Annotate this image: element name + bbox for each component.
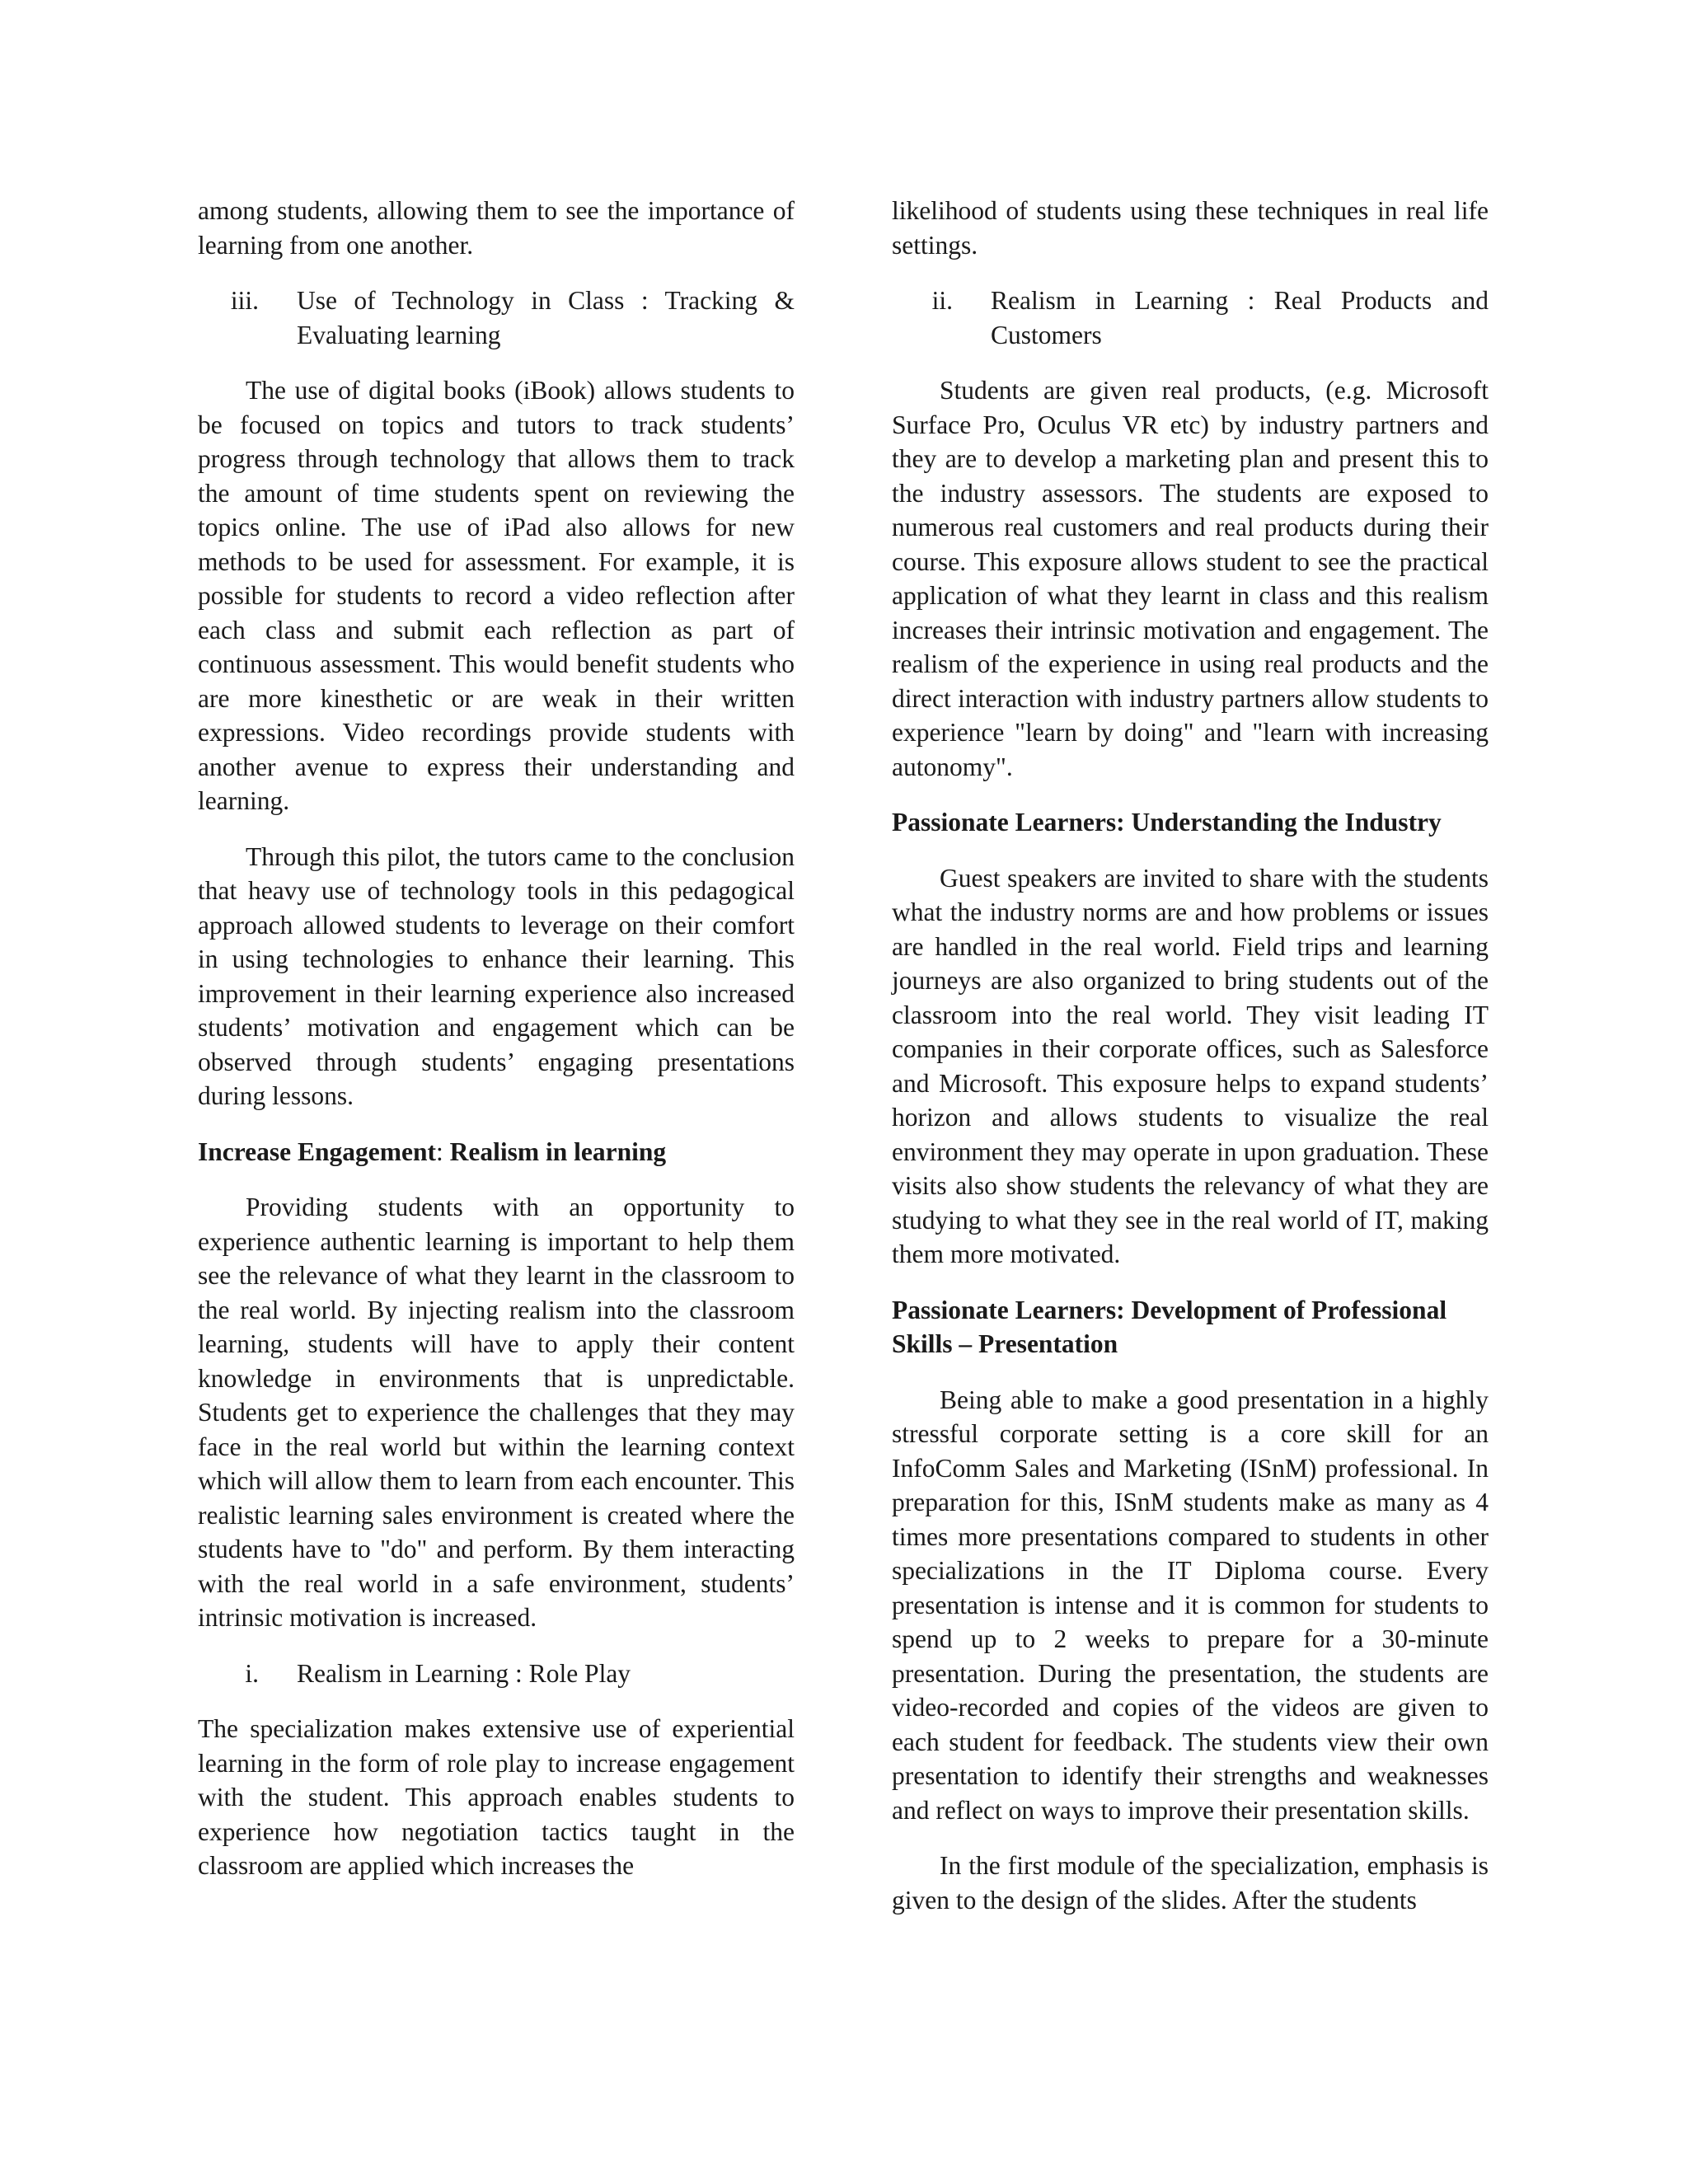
- heading-part-1: Increase Engagement: [198, 1137, 437, 1166]
- left-column: [198, 194, 795, 1905]
- section-heading-understanding-industry: Passionate Learners: Understanding the Industry: [892, 808, 1442, 837]
- paragraph-first-module: In the first module of the specialization, emphasis is given to the design of the slides. After the students: [892, 1851, 1489, 1915]
- subheading-number: iii.: [230, 286, 259, 315]
- continued-paragraph: among students, allowing them to see the importance of learning from one another.: [198, 196, 795, 260]
- paragraph-digital-books: The use of digital books (iBook) allows students to be focused on topics and tutors to track students’ progress through technology that allows them to track the amount of time students spent on reviewing the topics online. The use of iPad also allows for new methods to be used for assessment. For example, it is possible for students to record a video reflection after each class and submit each reflection as part of continuous assessment. This would benefit students who are more kinesthetic or are weak in their written expressions. Video recordings provide students with another avenue to express their understanding and learning.: [198, 376, 795, 815]
- right-column: [892, 194, 1489, 1938]
- subheading-tracking-evaluating: [198, 284, 795, 352]
- paragraph-real-products: Students are given real products, (e.g. Microsoft Surface Pro, Oculus VR etc) by industry partners and they are to develop a marketing plan and present this to the industry assessors. The students are exposed to numerous real customers and real products during their course. This exposure allows student to see the practical application of what they learnt in class and this realism increases their intrinsic motivation and engagement. The realism of the experience in using real products and the direct interaction with industry partners allow students to experience "learn by doing" and "learn with increasing autonomy".: [892, 376, 1489, 781]
- paragraph-authentic-learning: Providing students with an opportunity to experience authentic learning is important to help them see the relevance of what they learnt in the classroom to the real world. By injecting realism into the classroom learning, students will have to apply their content knowledge in environments that is unpredictable. Students get to experience the challenges that they may face in the real world but within the learning context which will allow them to learn from each encounter. This realistic learning sales environment is created where the students have to "do" and perform. By them interacting with the real world in a safe environment, students’ intrinsic motivation is increased.: [198, 1193, 795, 1632]
- continued-paragraph: likelihood of students using these techniques in real life settings.: [892, 196, 1489, 260]
- subheading-number: ii.: [931, 286, 953, 315]
- subheading-title: Realism in Learning : Real Products and Customers: [991, 286, 1489, 349]
- heading-colon: :: [436, 1137, 443, 1166]
- section-heading-professional-skills: Passionate Learners: Development of Professional Skills – Presentation: [892, 1295, 1447, 1358]
- subheading-role-play: [198, 1657, 795, 1691]
- paragraph-pilot-conclusion: Through this pilot, the tutors came to the conclusion that heavy use of technology tools in this pedagogical approach allowed students to leverage on their comfort in using technologies to enhance their learning. This improvement in their learning experience also increased students’ motivation and engagement which can be observed through students’ engaging presentations during lessons.: [198, 841, 795, 1110]
- paragraph-guest-speakers: Guest speakers are invited to share with the students what the industry norms are and how problems or issues are handled in the real world. Field trips and learning journeys are also organized to bring students out of the classroom into the real world. They visit leading IT companies in their corporate offices, such as Salesforce and Microsoft. This exposure helps to expand students’ horizon and allows students to visualize the real environment they may operate in upon graduation. These visits also show students the relevancy of what they are studying to what they see in the real world of IT, making them more motivated.: [892, 863, 1489, 1268]
- paragraph-presentation-skills: Being able to make a good presentation in a highly stressful corporate setting is a core skill for an InfoComm Sales and Marketing (ISnM) professional. In preparation for this, ISnM students make as many as 4 times more presentations compared to students in other specializations in the IT Diploma course. Every presentation is intense and it is common for students to spend up to 2 weeks to prepare for a 30-minute presentation. During the presentation, the students are video-recorded and copies of the videos are given to each student for feedback. The students view their own presentation to identify their strengths and weaknesses and reflect on ways to improve their presentation skills.: [892, 1385, 1489, 1825]
- subheading-number: i.: [245, 1658, 259, 1688]
- subheading-title: Use of Technology in Class : Tracking & Evaluating learning: [297, 286, 795, 349]
- heading-part-2: Realism in learning: [449, 1137, 667, 1166]
- section-heading-increase-engagement: [198, 1135, 795, 1169]
- subheading-real-products: [892, 284, 1489, 352]
- paragraph-role-play: The specialization makes extensive use of experiential learning in the form of role play to increase engagement with the student. This approach enables students to experience how negotiation tactics taught in the classroom are applied which increases the: [198, 1714, 795, 1880]
- subheading-title: Realism in Learning : Role Play: [297, 1658, 631, 1688]
